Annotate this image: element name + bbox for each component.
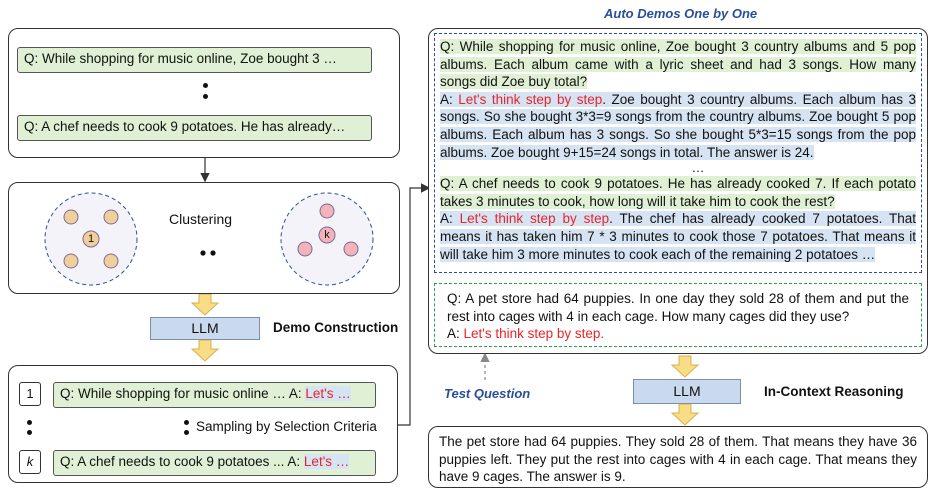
demo-item-k	[53, 450, 376, 476]
vertical-ellipsis-dot	[203, 83, 208, 88]
question-pool-box	[8, 28, 400, 158]
demo-index-1: 1	[19, 382, 41, 406]
output-text: The pet store had 64 puppies. They sold 28 of them. That means they have 36 puppies left. They put the rest into cages with 4 in each cage. That means they have 9 cages. The answer is 9.	[439, 434, 917, 485]
block-arrow-clustering-to-llm	[192, 294, 218, 315]
cluster-1-point	[104, 254, 118, 268]
sampling-label: Sampling by Selection Criteria	[196, 419, 377, 434]
cluster-k-point	[344, 242, 358, 256]
cluster-k-point	[320, 204, 334, 218]
test-trigger: Let's think step by step.	[463, 326, 605, 342]
vertical-ellipsis-dot	[203, 94, 208, 99]
test-question-label: Test Question	[444, 386, 531, 401]
demo-item-k-trigger: Let's …	[303, 454, 350, 469]
cluster-1-point	[104, 210, 118, 224]
vertical-ellipsis-dot	[184, 420, 189, 425]
demo-1-answer: A: Let's think step by step. Zoe bought 3 country albums. Each album has 3 songs. So she bought 3*3=9 songs from the country albums. Zoe bought 5 pop albums. Each album has 3 songs. So she bought 5*3=15 songs from the pop albums. Zoe bought 9+15=24 songs in total. The answer is 24.	[440, 91, 916, 160]
question-pool-item: Q: A chef needs to cook 9 potatoes. He has already…	[17, 115, 372, 141]
demo-construction-label: Demo Construction	[273, 320, 399, 335]
block-arrow-llm-to-demos	[192, 340, 218, 361]
in-context-reasoning-label: In-Context Reasoning	[764, 384, 904, 399]
demo-item-1-trigger: Let's …	[305, 386, 351, 401]
clustering-graphic	[9, 183, 401, 295]
clustering-label: Clustering	[169, 211, 233, 227]
test-question-text: Q: A pet store had 64 puppies. In one day they sold 28 of them and put the rest into cages with 4 in each cage. How many cages did they use?	[447, 291, 909, 324]
demo-ellipsis: …	[691, 160, 705, 176]
llm-in-context-reasoning: LLM	[633, 379, 741, 404]
cluster-1-point	[64, 254, 78, 268]
demo-1	[440, 38, 916, 161]
demo-2	[440, 175, 916, 263]
vertical-ellipsis-dot	[27, 430, 32, 435]
test-answer-prompt: A: Let's think step by step.	[447, 326, 605, 342]
demo-item-k-question: Q: A chef needs to cook 9 potatoes ... A:	[60, 454, 304, 469]
demo-item-1-question: Q: While shopping for music online … A:	[60, 386, 306, 401]
cluster-1-marker: 1	[87, 233, 95, 245]
block-arrow-demos-to-llm	[672, 356, 698, 377]
clustering-box	[8, 182, 400, 294]
demo-index-k: k	[19, 450, 41, 474]
cluster-1-point	[64, 210, 78, 224]
vertical-ellipsis-dot	[27, 420, 32, 425]
demo-2-answer: A: Let's think step by step. The chef has already cooked 7 potatoes. That means it has taken him 7 * 3 minutes to cook those 7 potatoes. That means it will take him 3 more minutes to cook each of the remaining 2 potatoes …	[440, 211, 917, 262]
arrow-sampling-to-demos	[398, 188, 428, 425]
vertical-ellipsis-dot	[184, 430, 189, 435]
demo-1-question: Q: While shopping for music online, Zoe bought 3 country albums and 5 pop albums. Each album came with a lyric sheet and had 3 songs. How many songs did Zoe buy total?	[440, 39, 916, 90]
constructed-demos-box	[8, 365, 398, 483]
test-question-box	[434, 283, 922, 347]
llm-demo-construction: LLM	[150, 317, 260, 340]
block-arrow-llm-to-output	[672, 404, 698, 425]
cluster-k-point	[298, 242, 312, 256]
auto-demos-title: Auto Demos One by One	[604, 6, 758, 21]
question-pool-item: Q: While shopping for music online, Zoe bought 3 …	[17, 47, 372, 73]
horizontal-ellipsis-dot	[210, 250, 215, 255]
demo-2-question: Q: A chef needs to cook 9 potatoes. He has already cooked 7. If each potato takes 3 minutes to cook, how long will it take him to cook the rest?	[440, 176, 916, 209]
demo-1-trigger: Let's think step by step	[458, 91, 603, 107]
horizontal-ellipsis-dot	[200, 250, 205, 255]
output-box	[428, 426, 928, 488]
cluster-k-marker: k	[324, 229, 330, 241]
auto-demos-box	[434, 33, 922, 273]
demo-2-trigger: Let's think step by step	[459, 211, 610, 227]
demo-item-1	[53, 382, 376, 408]
